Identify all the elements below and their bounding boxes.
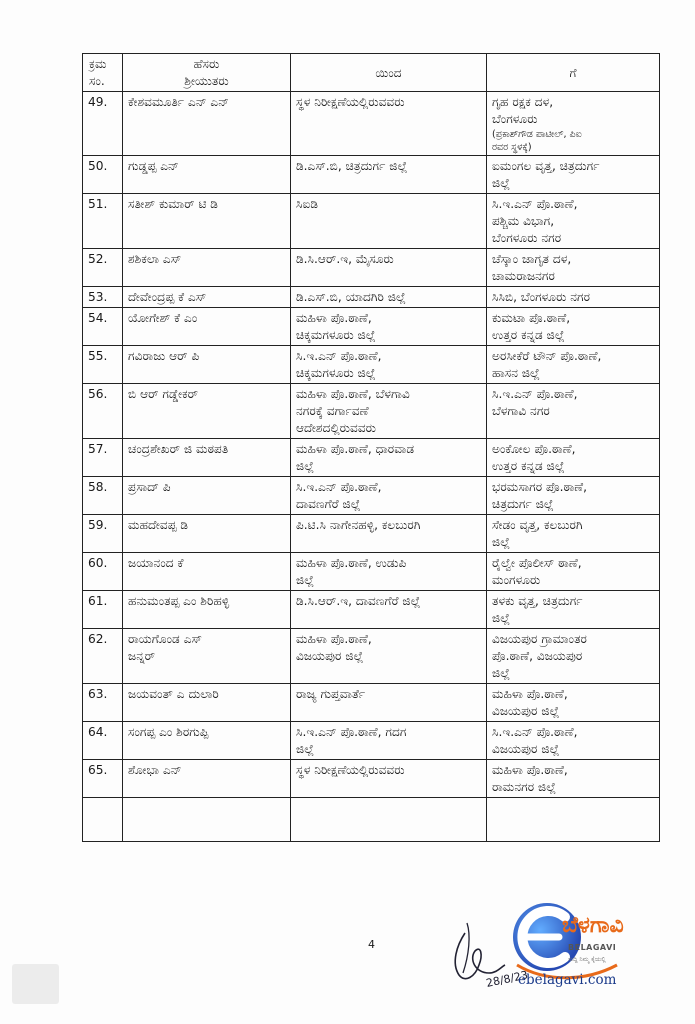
row-name: ಜಯಾನಂದ ಕೆ bbox=[123, 553, 291, 591]
row-serial: 64. bbox=[83, 722, 123, 760]
row-name: ಬಿ ಆರ್ ಗಡ್ಡೇಕರ್ bbox=[123, 384, 291, 439]
row-to-text: ಕುಮಟಾ ಪೊ.ಠಾಣೆ, ಉತ್ತರ ಕನ್ನಡ ಜಿಲ್ಲೆ bbox=[492, 311, 571, 342]
table-row bbox=[83, 249, 660, 287]
row-serial: 63. bbox=[83, 684, 123, 722]
row-name: ಸತೀಶ್ ಕುಮಾರ್ ಟಿ ಡಿ bbox=[123, 194, 291, 249]
row-to bbox=[487, 92, 660, 156]
table-header-row bbox=[83, 54, 660, 92]
row-name: ಶೋಭಾ ಎನ್ bbox=[123, 760, 291, 798]
row-serial: 52. bbox=[83, 249, 123, 287]
row-serial: 50. bbox=[83, 156, 123, 194]
logo-sub: BELAGAVI bbox=[568, 943, 617, 952]
table-row bbox=[83, 439, 660, 477]
table-row bbox=[83, 684, 660, 722]
row-name: ಕೇಶವಮೂರ್ತಿ ಎನ್ ಎನ್ bbox=[123, 92, 291, 156]
row-name: ಮಹದೇವಪ್ಪ ಡಿ bbox=[123, 515, 291, 553]
empty-cell bbox=[123, 798, 291, 842]
table-row bbox=[83, 477, 660, 515]
table-row bbox=[83, 760, 660, 798]
row-serial: 56. bbox=[83, 384, 123, 439]
row-to-text: ಗೃಹ ರಕ್ಷಕ ದಳ, ಬೆಂಗಳೂರು bbox=[492, 95, 554, 126]
row-name: ಜಯವಂತ್ ಎ ದುಲಾರಿ bbox=[123, 684, 291, 722]
row-serial: 58. bbox=[83, 477, 123, 515]
row-serial: 65. bbox=[83, 760, 123, 798]
empty-cell bbox=[83, 798, 123, 842]
table-row bbox=[83, 722, 660, 760]
row-name: ದೇವೇಂದ್ರಪ್ಪ ಕೆ ಎಸ್ bbox=[123, 287, 291, 308]
row-serial: 59. bbox=[83, 515, 123, 553]
header-from: ಯಿಂದ bbox=[291, 54, 487, 92]
signature-date: 28/8/23 bbox=[484, 968, 530, 990]
row-from: ಪಿ.ಟಿ.ಸಿ ನಾಗೇನಹಳ್ಳಿ, ಕಲಬುರಗಿ bbox=[291, 515, 487, 553]
row-name: ಪ್ರಸಾದ್ ಪಿ bbox=[123, 477, 291, 515]
table-row bbox=[83, 287, 660, 308]
row-from: ಡಿ.ಸಿ.ಆರ್.ಇ, ಮೈಸೂರು bbox=[291, 249, 487, 287]
row-to-text: ಭರಮಸಾಗರ ಪೊ.ಠಾಣೆ, ಚಿತ್ರದುರ್ಗ ಜಿಲ್ಲೆ bbox=[492, 480, 588, 511]
row-from: ಡಿ.ಸಿ.ಆರ್.ಇ, ದಾವಣಗೆರೆ ಜಿಲ್ಲೆ bbox=[291, 591, 487, 629]
row-serial: 57. bbox=[83, 439, 123, 477]
row-name: ಗವಿರಾಜು ಆರ್ ಪಿ bbox=[123, 346, 291, 384]
row-serial: 62. bbox=[83, 629, 123, 684]
row-to-text: ಐಮಂಗಲ ವೃತ್ತ, ಚಿತ್ರದುರ್ಗ ಜಿಲ್ಲೆ bbox=[492, 159, 600, 190]
table-row bbox=[83, 384, 660, 439]
table-row bbox=[83, 629, 660, 684]
table-row bbox=[83, 346, 660, 384]
row-serial: 55. bbox=[83, 346, 123, 384]
row-from: ಸಿಐಡಿ bbox=[291, 194, 487, 249]
table-row bbox=[83, 515, 660, 553]
table-row bbox=[83, 156, 660, 194]
row-to-text: ಸಿ.ಇ.ಎನ್ ಪೊ.ಠಾಣೆ, ಪಶ್ಚಿಮ ವಿಭಾಗ, ಬೆಂಗಳೂರು ನಗರ bbox=[492, 197, 578, 245]
row-from: ಡಿ.ಎಸ್.ಬಿ, ಯಾದಗಿರಿ ಜಿಲ್ಲೆ bbox=[291, 287, 487, 308]
row-name: ಹನುಮಂತಪ್ಪ ಎಂ ಶಿರಿಹಳ್ಳಿ bbox=[123, 591, 291, 629]
row-to bbox=[487, 194, 660, 249]
row-name: ಶಶಿಕಲಾ ಎಸ್ bbox=[123, 249, 291, 287]
row-from: ಮಹಿಳಾ ಪೊ.ಠಾಣೆ, ಉಡುಪಿ ಜಿಲ್ಲೆ bbox=[291, 553, 487, 591]
row-from: ಮಹಿಳಾ ಪೊ.ಠಾಣೆ, ವಿಜಯಪುರ ಜಿಲ್ಲೆ bbox=[291, 629, 487, 684]
row-serial: 53. bbox=[83, 287, 123, 308]
row-from: ರಾಜ್ಯ ಗುಪ್ತವಾರ್ತೆ bbox=[291, 684, 487, 722]
row-to bbox=[487, 156, 660, 194]
row-from: ಸಿ.ಇ.ಎನ್ ಪೊ.ಠಾಣೆ, ಚಿಕ್ಕಮಗಳೂರು ಜಿಲ್ಲೆ bbox=[291, 346, 487, 384]
row-from: ಮಹಿಳಾ ಪೊ.ಠಾಣೆ, ಧಾರವಾಡ ಜಿಲ್ಲೆ bbox=[291, 439, 487, 477]
row-from: ಸ್ಥಳ ನಿರೀಕ್ಷಣೆಯಲ್ಲಿರುವವರು bbox=[291, 92, 487, 156]
header-serial: ಕ್ರಮ ಸಂ. bbox=[83, 54, 123, 92]
row-to-text: ಸೇಡಂ ವೃತ್ತ, ಕಲಬುರಗಿ ಜಿಲ್ಲೆ bbox=[492, 518, 583, 549]
row-to-text: ಚೆಸ್ಕಾಂ ಜಾಗೃತ ದಳ, ಚಾಮರಾಜನಗರ bbox=[492, 252, 572, 283]
row-to bbox=[487, 515, 660, 553]
row-name: ಚಂದ್ರಶೇಖರ್ ಜಿ ಮಠಪತಿ bbox=[123, 439, 291, 477]
row-from: ಸಿ.ಇ.ಎನ್ ಪೊ.ಠಾಣೆ, ದಾವಣಗೆರೆ ಜಿಲ್ಲೆ bbox=[291, 477, 487, 515]
row-to bbox=[487, 629, 660, 684]
table-row bbox=[83, 308, 660, 346]
row-to-text: ಮಹಿಳಾ ಪೊ.ಠಾಣೆ, ರಾಮನಗರ ಜಿಲ್ಲೆ bbox=[492, 763, 568, 794]
row-from: ಸ್ಥಳ ನಿರೀಕ್ಷಣೆಯಲ್ಲಿರುವವರು bbox=[291, 760, 487, 798]
table-row bbox=[83, 591, 660, 629]
header-name: ಹೆಸರು ಶ್ರೀಯುತರು bbox=[123, 54, 291, 92]
row-to bbox=[487, 591, 660, 629]
row-serial: 54. bbox=[83, 308, 123, 346]
row-to bbox=[487, 308, 660, 346]
site-url[interactable]: ebelagavi.com bbox=[518, 972, 617, 988]
row-to bbox=[487, 287, 660, 308]
row-name: ಗುಡ್ಡಪ್ಪ ಎನ್ bbox=[123, 156, 291, 194]
transfer-table bbox=[82, 53, 660, 842]
header-to: ಗೆ bbox=[487, 54, 660, 92]
table-row bbox=[83, 194, 660, 249]
table-filler-row bbox=[83, 798, 660, 842]
table-row bbox=[83, 553, 660, 591]
empty-cell bbox=[487, 798, 660, 842]
row-to-text: ಸಿ.ಇ.ಎನ್ ಪೊ.ಠಾಣೆ, ವಿಜಯಪುರ ಜಿಲ್ಲೆ bbox=[492, 725, 578, 756]
row-to bbox=[487, 477, 660, 515]
row-serial: 60. bbox=[83, 553, 123, 591]
row-to bbox=[487, 722, 660, 760]
row-to-text: ವಿಜಯಪುರ ಗ್ರಾಮಾಂತರ ಪೊ.ಠಾಣೆ, ವಿಜಯಪುರ ಜಿಲ್ಲೆ bbox=[492, 632, 587, 680]
row-name: ಸಂಗಪ್ಪ ಎಂ ಶಿರಗುಪ್ಪಿ bbox=[123, 722, 291, 760]
overlay-button[interactable] bbox=[12, 964, 59, 1004]
row-to bbox=[487, 346, 660, 384]
row-to-text: ರೈಲ್ವೇ ಪೊಲೀಸ್ ಠಾಣೆ, ಮಂಗಳೂರು bbox=[492, 556, 582, 587]
row-name: ರಾಯಗೊಂಡ ಎಸ್ ಜನ್ನರ್ bbox=[123, 629, 291, 684]
row-to-text: ಸಿ.ಇ.ಎನ್ ಪೊ.ಠಾಣೆ, ಬೆಳಗಾವಿ ನಗರ bbox=[492, 387, 578, 418]
row-to-note: (ಪ್ರಕಾಶ್‌ಗೌಡ ಪಾಟೀಲ್, ಪಿಐ ರವರ ಸ್ಥಳಕ್ಕೆ) bbox=[492, 129, 582, 153]
row-to-text: ಸಿಸಿಬಿ, ಬೆಂಗಳೂರು ನಗರ bbox=[492, 290, 591, 304]
row-serial: 49. bbox=[83, 92, 123, 156]
row-to bbox=[487, 249, 660, 287]
row-from: ಮಹಿಳಾ ಪೊ.ಠಾಣೆ, ಚಿಕ್ಕಮಗಳೂರು ಜಿಲ್ಲೆ bbox=[291, 308, 487, 346]
row-to-text: ಅಂಕೋಲ ಪೊ.ಠಾಣೆ, ಉತ್ತರ ಕನ್ನಡ ಜಿಲ್ಲೆ bbox=[492, 442, 576, 473]
page-number: 4 bbox=[368, 938, 375, 951]
row-name: ಯೋಗೇಶ್ ಕೆ ಎಂ bbox=[123, 308, 291, 346]
row-to-text: ಅರಸೀಕೆರೆ ಟೌನ್ ಪೊ.ಠಾಣೆ, ಹಾಸನ ಜಿಲ್ಲೆ bbox=[492, 349, 602, 380]
empty-cell bbox=[291, 798, 487, 842]
row-from: ಸಿ.ಇ.ಎನ್ ಪೊ.ಠಾಣೆ, ಗದಗ ಜಿಲ್ಲೆ bbox=[291, 722, 487, 760]
row-to-text: ತಳಕು ವೃತ್ತ, ಚಿತ್ರದುರ್ಗ ಜಿಲ್ಲೆ bbox=[492, 594, 583, 625]
row-from: ಡಿ.ಎಸ್.ಬಿ, ಚಿತ್ರದುರ್ಗ ಜಿಲ್ಲೆ bbox=[291, 156, 487, 194]
row-serial: 51. bbox=[83, 194, 123, 249]
row-to bbox=[487, 684, 660, 722]
row-to-text: ಮಹಿಳಾ ಪೊ.ಠಾಣೆ, ವಿಜಯಪುರ ಜಿಲ್ಲೆ bbox=[492, 687, 568, 718]
logo-tagline: ಸುದ್ದಿ ನಿಮ್ಮ ಕೈಯಲ್ಲಿ bbox=[568, 956, 606, 963]
row-to bbox=[487, 553, 660, 591]
row-to bbox=[487, 760, 660, 798]
logo-name: ಬೆಳಗಾವಿ bbox=[562, 913, 624, 938]
row-to bbox=[487, 384, 660, 439]
row-from: ಮಹಿಳಾ ಪೊ.ಠಾಣೆ, ಬೆಳಗಾವಿ ನಗರಕ್ಕೆ ವರ್ಗಾವಣೆ ಆದೇಶದಲ್ಲಿರುವವರು bbox=[291, 384, 487, 439]
row-serial: 61. bbox=[83, 591, 123, 629]
table-row bbox=[83, 92, 660, 156]
row-to bbox=[487, 439, 660, 477]
